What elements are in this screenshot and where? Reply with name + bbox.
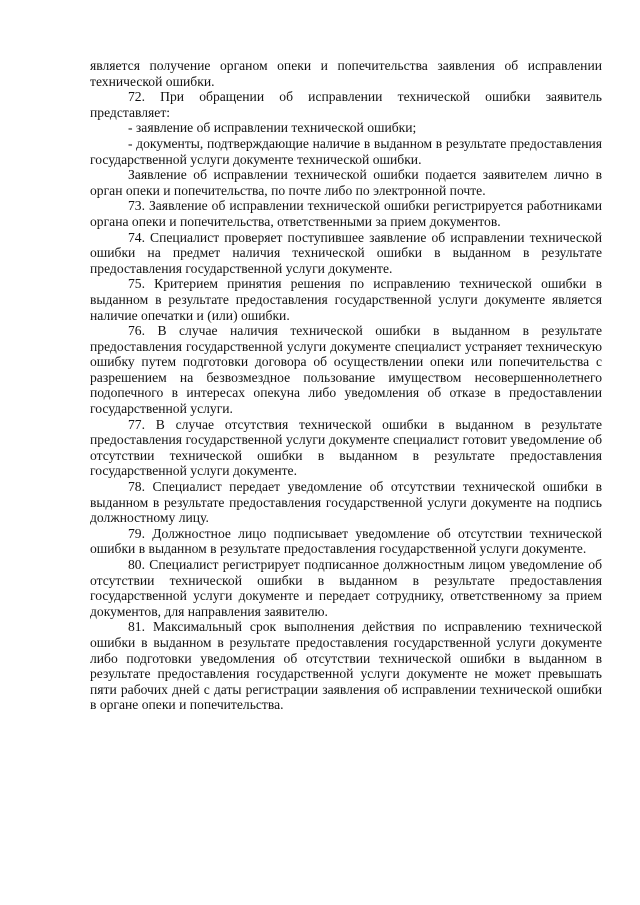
paragraph-74: 74. Специалист проверяет поступившее заявление об исправлении технической ошибки на предмет наличия технической ошибки в выданном в результате предоставления государственной услуги документе. <box>90 229 602 276</box>
paragraph-72: 72. При обращении об исправлении технической ошибки заявитель представляет: <box>90 89 602 120</box>
paragraph-submission: Заявление об исправлении технической ошибки подается заявителем лично в орган опеки и попечительства, по почте либо по электронной почте. <box>90 167 602 198</box>
list-item-documents: - документы, подтверждающие наличие в выданном в результате предоставления государственной услуги документе технической ошибки. <box>90 135 602 167</box>
paragraph-73: 73. Заявление об исправлении технической ошибки регистрируется работниками органа опеки и попечительства, ответственными за прием документов. <box>90 198 602 229</box>
paragraph-81: 81. Максимальный срок выполнения действия по исправлению технической ошибки в выданном в результате предоставления государственной услуги документе либо подготовки уведомления об отсутствии технической ошибки в выданном в результате предоставления государственной услуги документе не может превышать пяти рабочих дней с даты регистрации заявления об исправлении технической ошибки в органе опеки и попечительства. <box>90 619 602 713</box>
paragraph-77: 77. В случае отсутствия технической ошибки в выданном в результате предоставления государственной услуги документе специалист готовит уведомление об отсутствии технической ошибки в выданном в результате предоставления государственной услуги документе. <box>90 416 602 479</box>
paragraph-75: 75. Критерием принятия решения по исправлению технической ошибки в выданном в результате предоставления государственной услуги документе является наличие опечатки и (или) ошибки. <box>90 276 602 323</box>
paragraph-76: 76. В случае наличия технической ошибки в выданном в результате предоставления государственной услуги документе специалист устраняет техническую ошибку путем подготовки договора об осуществлении опеки или попечительства с разрешением на безвозмездное пользование имуществом несовершеннолетнего подопечного в интересах опекуна либо уведомления об отказе в предоставлении государственной услуги. <box>90 323 602 417</box>
paragraph-80: 80. Специалист регистрирует подписанное должностным лицом уведомление об отсутствии технической ошибки в выданном в результате предоставления государственной услуги документе и передает сотруднику, ответственному за прием документов, для направления заявителю. <box>90 557 602 619</box>
paragraph-continuation: является получение органом опеки и попечительства заявления об исправлении технической ошибки. <box>90 58 602 89</box>
document-page <box>90 58 602 713</box>
paragraph-78: 78. Специалист передает уведомление об отсутствии технической ошибки в выданном в результате предоставления государственной услуги документе на подпись должностному лицу. <box>90 479 602 526</box>
list-item-application: - заявление об исправлении технической ошибки; <box>128 120 417 136</box>
paragraph-79: 79. Должностное лицо подписывает уведомление об отсутствии технической ошибки в выданном в результате предоставления государственной услуги документе. <box>90 525 602 557</box>
